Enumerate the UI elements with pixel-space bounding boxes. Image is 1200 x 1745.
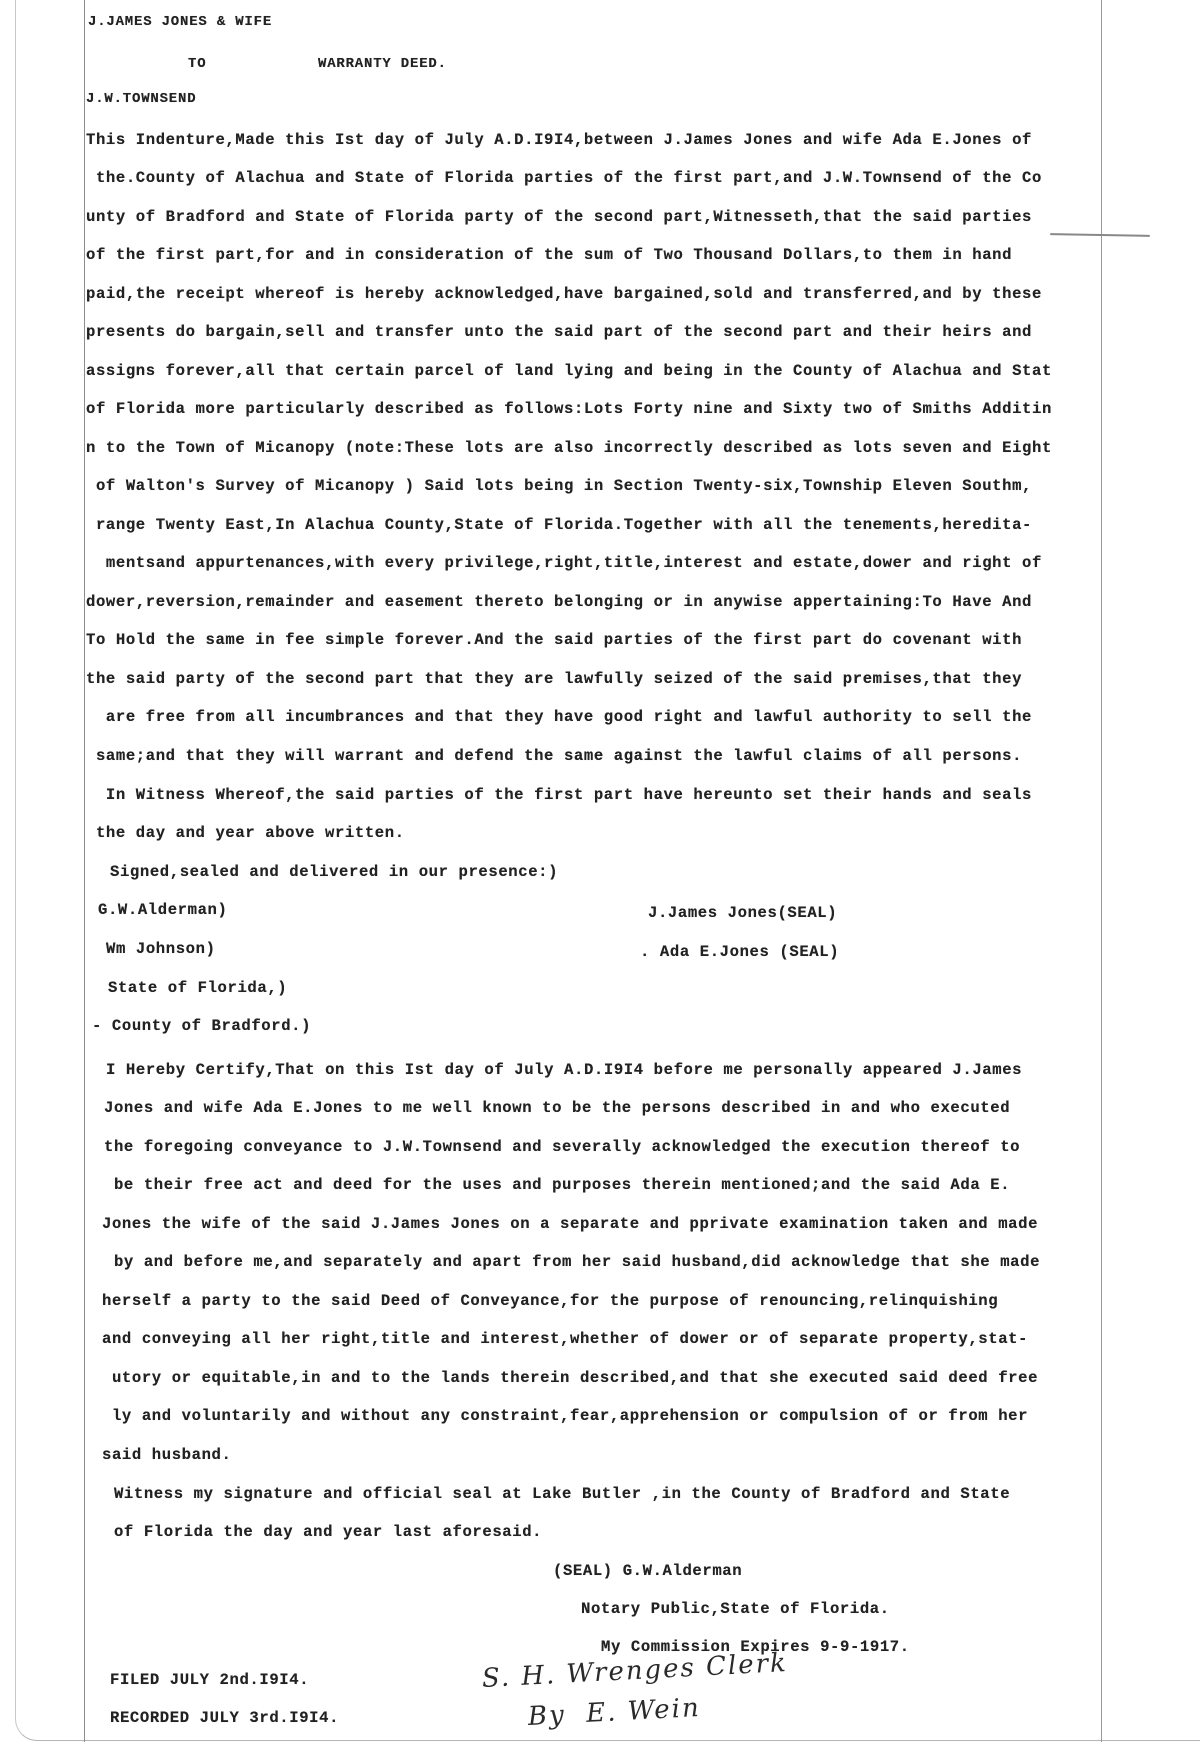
filed-date: FILED JULY 2nd.I9I4. [110, 1671, 310, 1689]
notary-title: Notary Public,State of Florida. [581, 1600, 890, 1618]
right-margin-rule [1101, 0, 1102, 1742]
body-line: of Walton's Survey of Micanopy ) Said lots being in Section Twenty-six,Township Eleven Southm, [86, 477, 1032, 495]
document-type-heading: WARRANTY DEED. [318, 56, 447, 72]
signed-statement: Signed,sealed and delivered in our presence:) [110, 863, 559, 881]
acknowledgment-line: the foregoing conveyance to J.W.Townsend and severally acknowledged the execution thereof to [104, 1138, 1021, 1156]
body-line: n to the Town of Micanopy (note:These lots are also incorrectly described as lots seven and Eight [86, 439, 1052, 457]
body-line: same;and that they will warrant and defend the same against the lawful claims of all persons. [86, 747, 1023, 765]
body-line: paid,the receipt whereof is hereby acknowledged,have bargained,sold and transferred,and by these [86, 285, 1042, 303]
body-line: assigns forever,all that certain parcel of land lying and being in the County of Alachua and Stat [86, 362, 1052, 380]
grantor-signature: . Ada E.Jones (SEAL) [640, 943, 840, 961]
notary-seal-signature: (SEAL) G.W.Alderman [553, 1562, 743, 1580]
body-line: In Witness Whereof,the said parties of the first part have hereunto set their hands and seals [86, 786, 1032, 804]
notary-witness-line: of Florida the day and year last aforesaid. [104, 1523, 543, 1541]
body-line: To Hold the same in fee simple forever.And the said parties of the first part do covenant with [86, 631, 1023, 649]
body-line: dower,reversion,remainder and easement thereto belonging or in anywise appertaining:To Have And [86, 593, 1032, 611]
acknowledgment-line: Jones the wife of the said J.James Jones on a separate and pprivate examination taken and made [102, 1215, 1039, 1233]
acknowledgment-line: said husband. [102, 1446, 232, 1464]
acknowledgment-line: herself a party to the said Deed of Conveyance,for the purpose of renouncing,relinquishing [102, 1292, 999, 1310]
body-line: of the first part,for and in consideration of the sum of Two Thousand Dollars,to them in hand [86, 246, 1013, 264]
grantor-signature: J.James Jones(SEAL) [648, 904, 838, 922]
body-line: of Florida more particularly described as follows:Lots Forty nine and Sixty two of Smiths Additin [86, 400, 1052, 418]
body-line: the day and year above written. [86, 824, 405, 842]
witness-name: G.W.Alderman) [98, 901, 228, 919]
body-line: This Indenture,Made this Ist day of July A.D.I9I4,between J.James Jones and wife Ada E.Jones of [86, 131, 1032, 149]
body-line: range Twenty East,In Alachua County,State of Florida.Together with all the tenements,heredita- [86, 516, 1032, 534]
deputy-signature: By E. Wein [527, 1692, 702, 1732]
notary-witness-line: Witness my signature and official seal at Lake Butler ,in the County of Bradford and State [104, 1485, 1011, 1503]
body-line: presents do bargain,sell and transfer unto the said part of the second part and their heirs and [86, 323, 1032, 341]
venue-state: State of Florida,) [108, 979, 288, 997]
acknowledgment-line: Jones and wife Ada E.Jones to me well known to be the persons described in and who executed [104, 1099, 1011, 1117]
body-line: the.County of Alachua and State of Florida parties of the first part,and J.W.Townsend of the Co [86, 169, 1042, 187]
left-margin-rule [84, 0, 85, 1742]
body-line: unty of Bradford and State of Florida party of the second part,Witnesseth,that the said parties [86, 208, 1032, 226]
grantors-heading: J.JAMES JONES & WIFE [88, 14, 273, 30]
acknowledgment-line: and conveying all her right,title and interest,whether of dower or of separate property,stat- [102, 1330, 1029, 1348]
body-line: mentsand appurtenances,with every privilege,right,title,interest and estate,dower and right of [86, 554, 1042, 572]
to-label: TO [188, 56, 207, 72]
body-line: are free from all incumbrances and that they have good right and lawful authority to sell the [86, 708, 1032, 726]
acknowledgment-line: be their free act and deed for the uses and purposes therein mentioned;and the said Ada E. [104, 1176, 1011, 1194]
venue-county: - County of Bradford.) [92, 1017, 312, 1035]
notary-commission-expiry: My Commission Expires 9-9-1917. [601, 1638, 910, 1656]
acknowledgment-line: I Hereby Certify,That on this Ist day of July A.D.I9I4 before me personally appeared J.James [106, 1061, 1023, 1079]
acknowledgment-line: by and before me,and separately and apart from her said husband,did acknowledge that she made [104, 1253, 1041, 1271]
clerk-signature: S. H. Wrenges Clerk [481, 1647, 789, 1694]
witness-name: Wm Johnson) [106, 940, 216, 958]
body-line: the said party of the second part that they are lawfully seized of the said premises,that they [86, 670, 1023, 688]
acknowledgment-line: ly and voluntarily and without any constraint,fear,apprehension or compulsion of or from her [102, 1407, 1029, 1425]
recorded-date: RECORDED JULY 3rd.I9I4. [110, 1709, 340, 1727]
acknowledgment-line: utory or equitable,in and to the lands therein described,and that she executed said deed free [102, 1369, 1039, 1387]
grantee-heading: J.W.TOWNSEND [86, 91, 197, 107]
